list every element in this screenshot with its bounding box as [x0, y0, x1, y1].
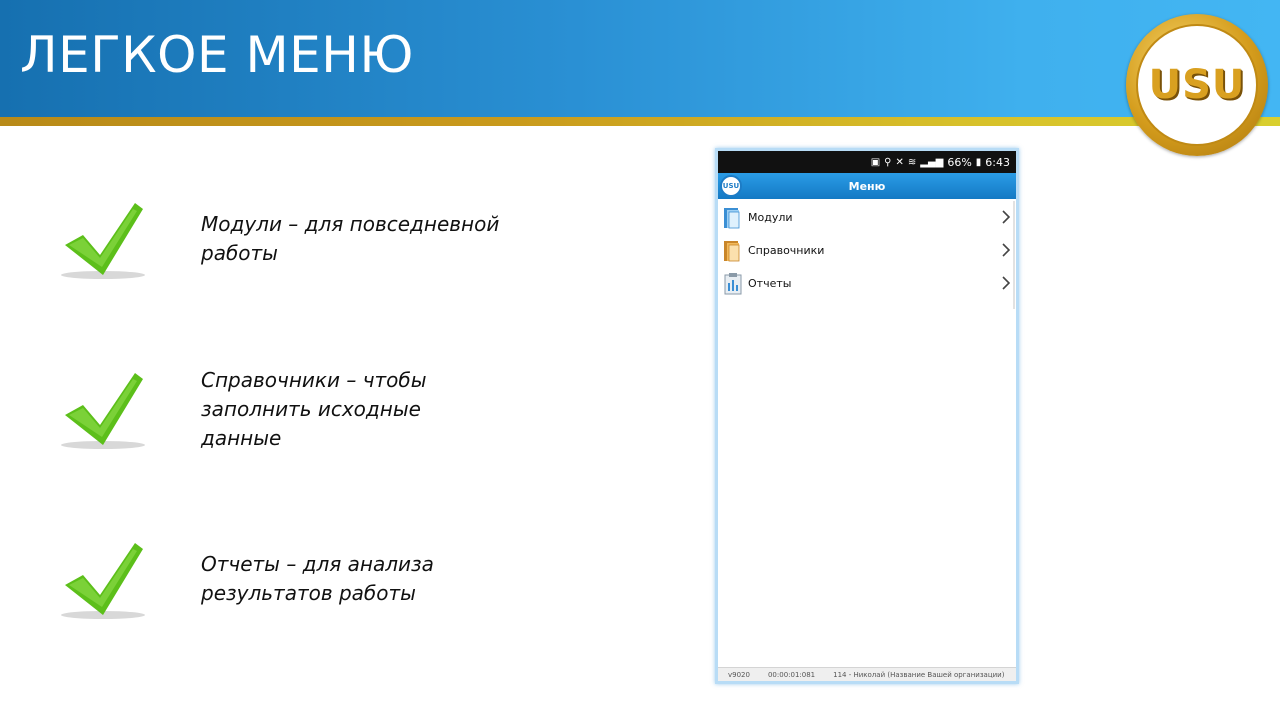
checkmark-icon [55, 535, 151, 625]
usu-logo-inner [1136, 24, 1258, 146]
app-logo-text: USU [722, 182, 740, 190]
bullet-line: данные [201, 426, 282, 450]
phone-screen [715, 148, 1019, 684]
chevron-right-icon [1002, 243, 1010, 257]
usu-logo-text: USU [1148, 62, 1246, 108]
bullet-line: Отчеты – для анализа [201, 552, 434, 576]
bullet-line: Справочники – чтобы [201, 368, 427, 392]
bullet-line: работы [201, 241, 278, 265]
scrollbar[interactable] [1013, 201, 1015, 309]
directory-folder-icon [722, 239, 744, 263]
header-stripe [0, 117, 1280, 126]
usu-logo [1126, 14, 1268, 156]
location-icon: ⚲ [884, 156, 892, 168]
checkmark-icon [55, 195, 151, 285]
phone-footer [718, 667, 1016, 681]
menu-item-modules[interactable] [718, 201, 1016, 234]
bullet-text-directories [201, 366, 531, 453]
bullet-text-reports [201, 550, 531, 608]
menu-item-directories[interactable] [718, 234, 1016, 267]
slide-title: ЛЕГКОЕ МЕНЮ [20, 26, 414, 84]
footer-user: 114 - Николай (Название Вашей организации) [833, 670, 1005, 679]
signal-icon: ▂▄▆ [920, 156, 944, 168]
sim-icon: ▣ [870, 156, 881, 168]
app-logo[interactable] [720, 175, 742, 197]
wifi-icon: ≋ [907, 156, 917, 168]
mute-icon: ✕ [895, 156, 904, 168]
bullet-line: Модули – для повседневной [201, 212, 500, 236]
reports-clipboard-icon [722, 272, 744, 296]
footer-timer: 00:00:01:081 [767, 670, 816, 679]
status-bar [718, 151, 1016, 173]
bullet-line: результатов работы [201, 581, 416, 605]
checkmark-icon [55, 365, 151, 455]
bullet-line: заполнить исходные [201, 397, 421, 421]
battery-percent: 66% [947, 155, 972, 169]
menu-item-reports[interactable] [718, 267, 1016, 300]
menu-item-label: Модули [748, 211, 793, 224]
menu-list [718, 201, 1016, 300]
menu-item-label: Отчеты [748, 277, 792, 290]
bullet-text-modules [201, 210, 531, 268]
chevron-right-icon [1002, 276, 1010, 290]
battery-icon: ▮ [975, 156, 982, 168]
app-bar-title: Меню [848, 179, 886, 193]
status-time: 6:43 [985, 155, 1010, 169]
footer-version: v9020 [728, 670, 750, 679]
app-bar [718, 173, 1016, 199]
menu-item-label: Справочники [748, 244, 825, 257]
chevron-right-icon [1002, 210, 1010, 224]
modules-book-icon [722, 206, 744, 230]
